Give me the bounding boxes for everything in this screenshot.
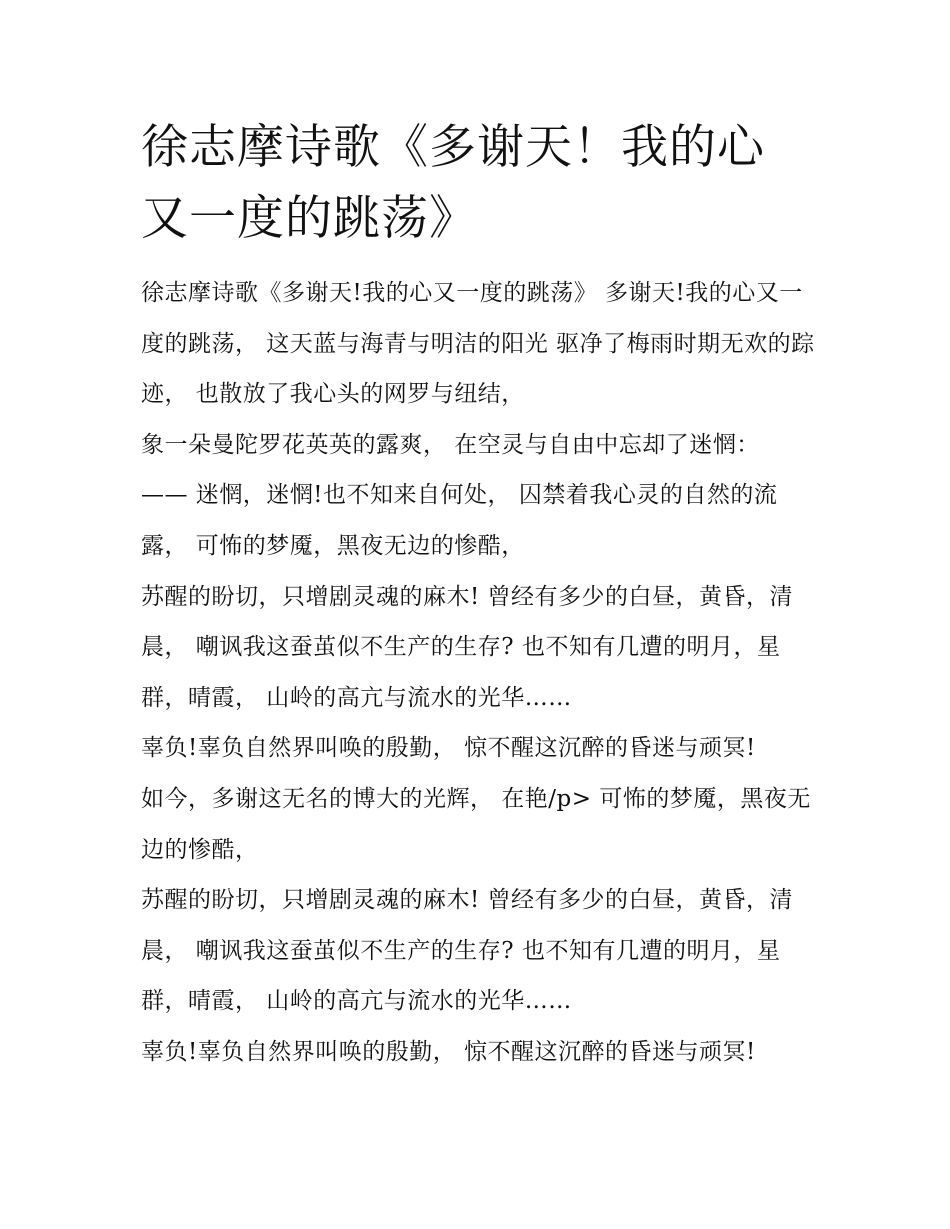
paragraph-8: 辜负!辜负自然界叫唤的殷勤， 惊不醒这沉醉的昏迷与顽冥! <box>141 1038 756 1065</box>
paragraph-2: 象一朵曼陀罗花英英的露爽， 在空灵与自由中忘却了迷惘： <box>141 431 760 458</box>
document-page <box>141 112 821 1078</box>
paragraph-3: —— 迷惘，迷惘!也不知来自何处， 囚禁着我心灵的自然的流露， 可怖的梦魇，黑夜无边的惨酷， <box>141 482 778 559</box>
paragraph-6: 如今，多谢这无名的博大的光辉， 在艳/p> 可怖的梦魇，黑夜无边的惨酷， <box>141 785 811 863</box>
paragraph-7: 苏醒的盼切，只增剧灵魂的麻木! 曾经有多少的白昼，黄昏，清晨， 嘲讽我这蚕茧似不生产的生存? 也不知有几遭的明月，星群，晴霞， 山岭的高亢与流水的光华…… <box>141 887 794 1015</box>
document-title: 徐志摩诗歌《多谢天！我的心又一度的跳荡》 <box>141 120 765 246</box>
paragraph-5: 辜负!辜负自然界叫唤的殷勤， 惊不醒这沉醉的昏迷与顽冥! <box>141 735 756 762</box>
paragraph-1: 徐志摩诗歌《多谢天!我的心又一度的跳荡》 多谢天!我的心又一度的跳荡， 这天蓝与海青与明洁的阳光 驱净了梅雨时期无欢的踪迹， 也散放了我心头的网罗与纽结， <box>141 280 815 408</box>
paragraph-4: 苏醒的盼切，只增剧灵魂的麻木! 曾经有多少的白昼，黄昏，清晨， 嘲讽我这蚕茧似不生产的生存? 也不知有几遭的明月，星群，晴霞， 山岭的高亢与流水的光华…… <box>141 583 794 711</box>
